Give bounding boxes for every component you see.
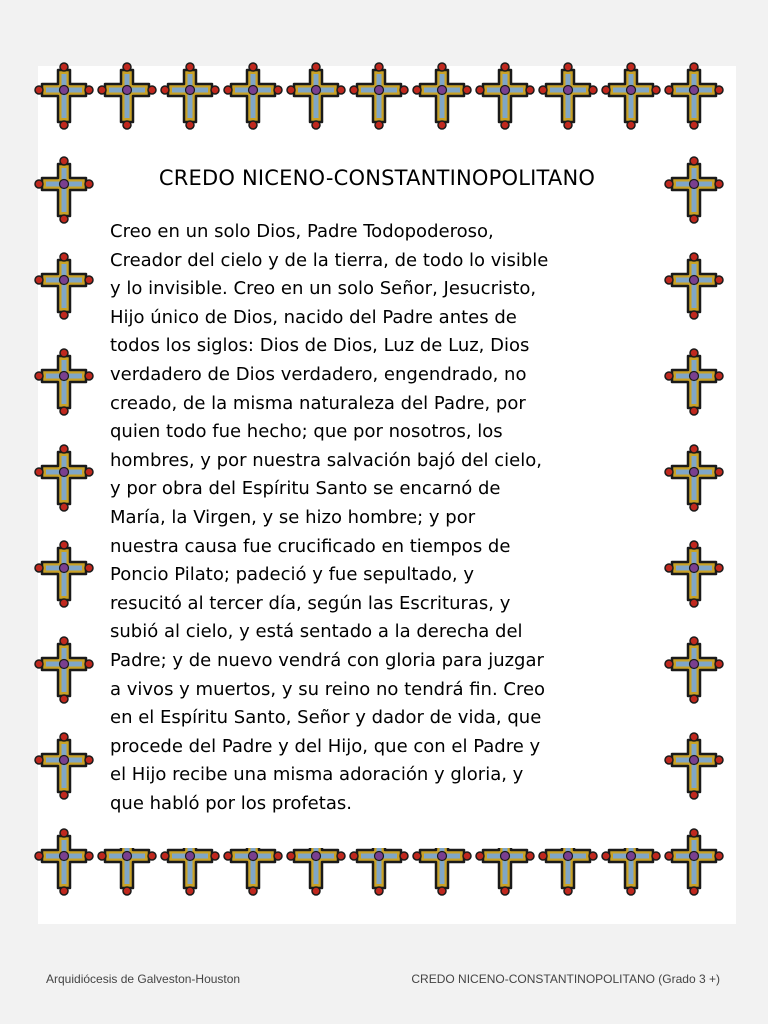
credo-body-text: Creo en un solo Dios, Padre Todopoderoso, Creador del cielo y de la tierra, de todo lo visible y lo invisible. Creo en un solo Señor, Jesucristo, Hijo único de Dios, nacido del Padre antes de todos los siglos: Dios de Dios, Luz de Luz, Dios verdadero de Dios verdadero, engendrado, no creado, de la misma naturaleza del Padre, por quien todo fue hecho; que por nosotros, los hombres, y por nuestra salvación bajó del cielo, y por obra del Espíritu Santo se encarnó de María, la Virgen, y se hizo hombre; y por nuestra causa fue crucificado en tiempos de Poncio Pilato; padeció y fue sepultado, y resucitó al tercer día, según las Escrituras, y subió al cielo, y está sentado a la derecha del Padre; y de nuevo vendrá con gloria para juzgar a vivos y muertos, y su reino no tendrá fin. Creo en el Espíritu Santo, Señor y dador de vida, que procede del Padre y del Hijo, que con el Padre y el Hijo recibe una misma adoración y gloria, y que habló por los profetas. xyxy=(110,221,549,814)
footer-document-title: CREDO NICENO-CONSTANTINOPOLITANO (Grado 3 +) xyxy=(411,972,720,986)
document-title: CREDO NICENO-CONSTANTINOPOLITANO xyxy=(158,166,596,190)
credo-text-panel xyxy=(107,158,647,848)
footer-archdiocese: Arquidiócesis de Galveston-Houston xyxy=(46,972,241,986)
